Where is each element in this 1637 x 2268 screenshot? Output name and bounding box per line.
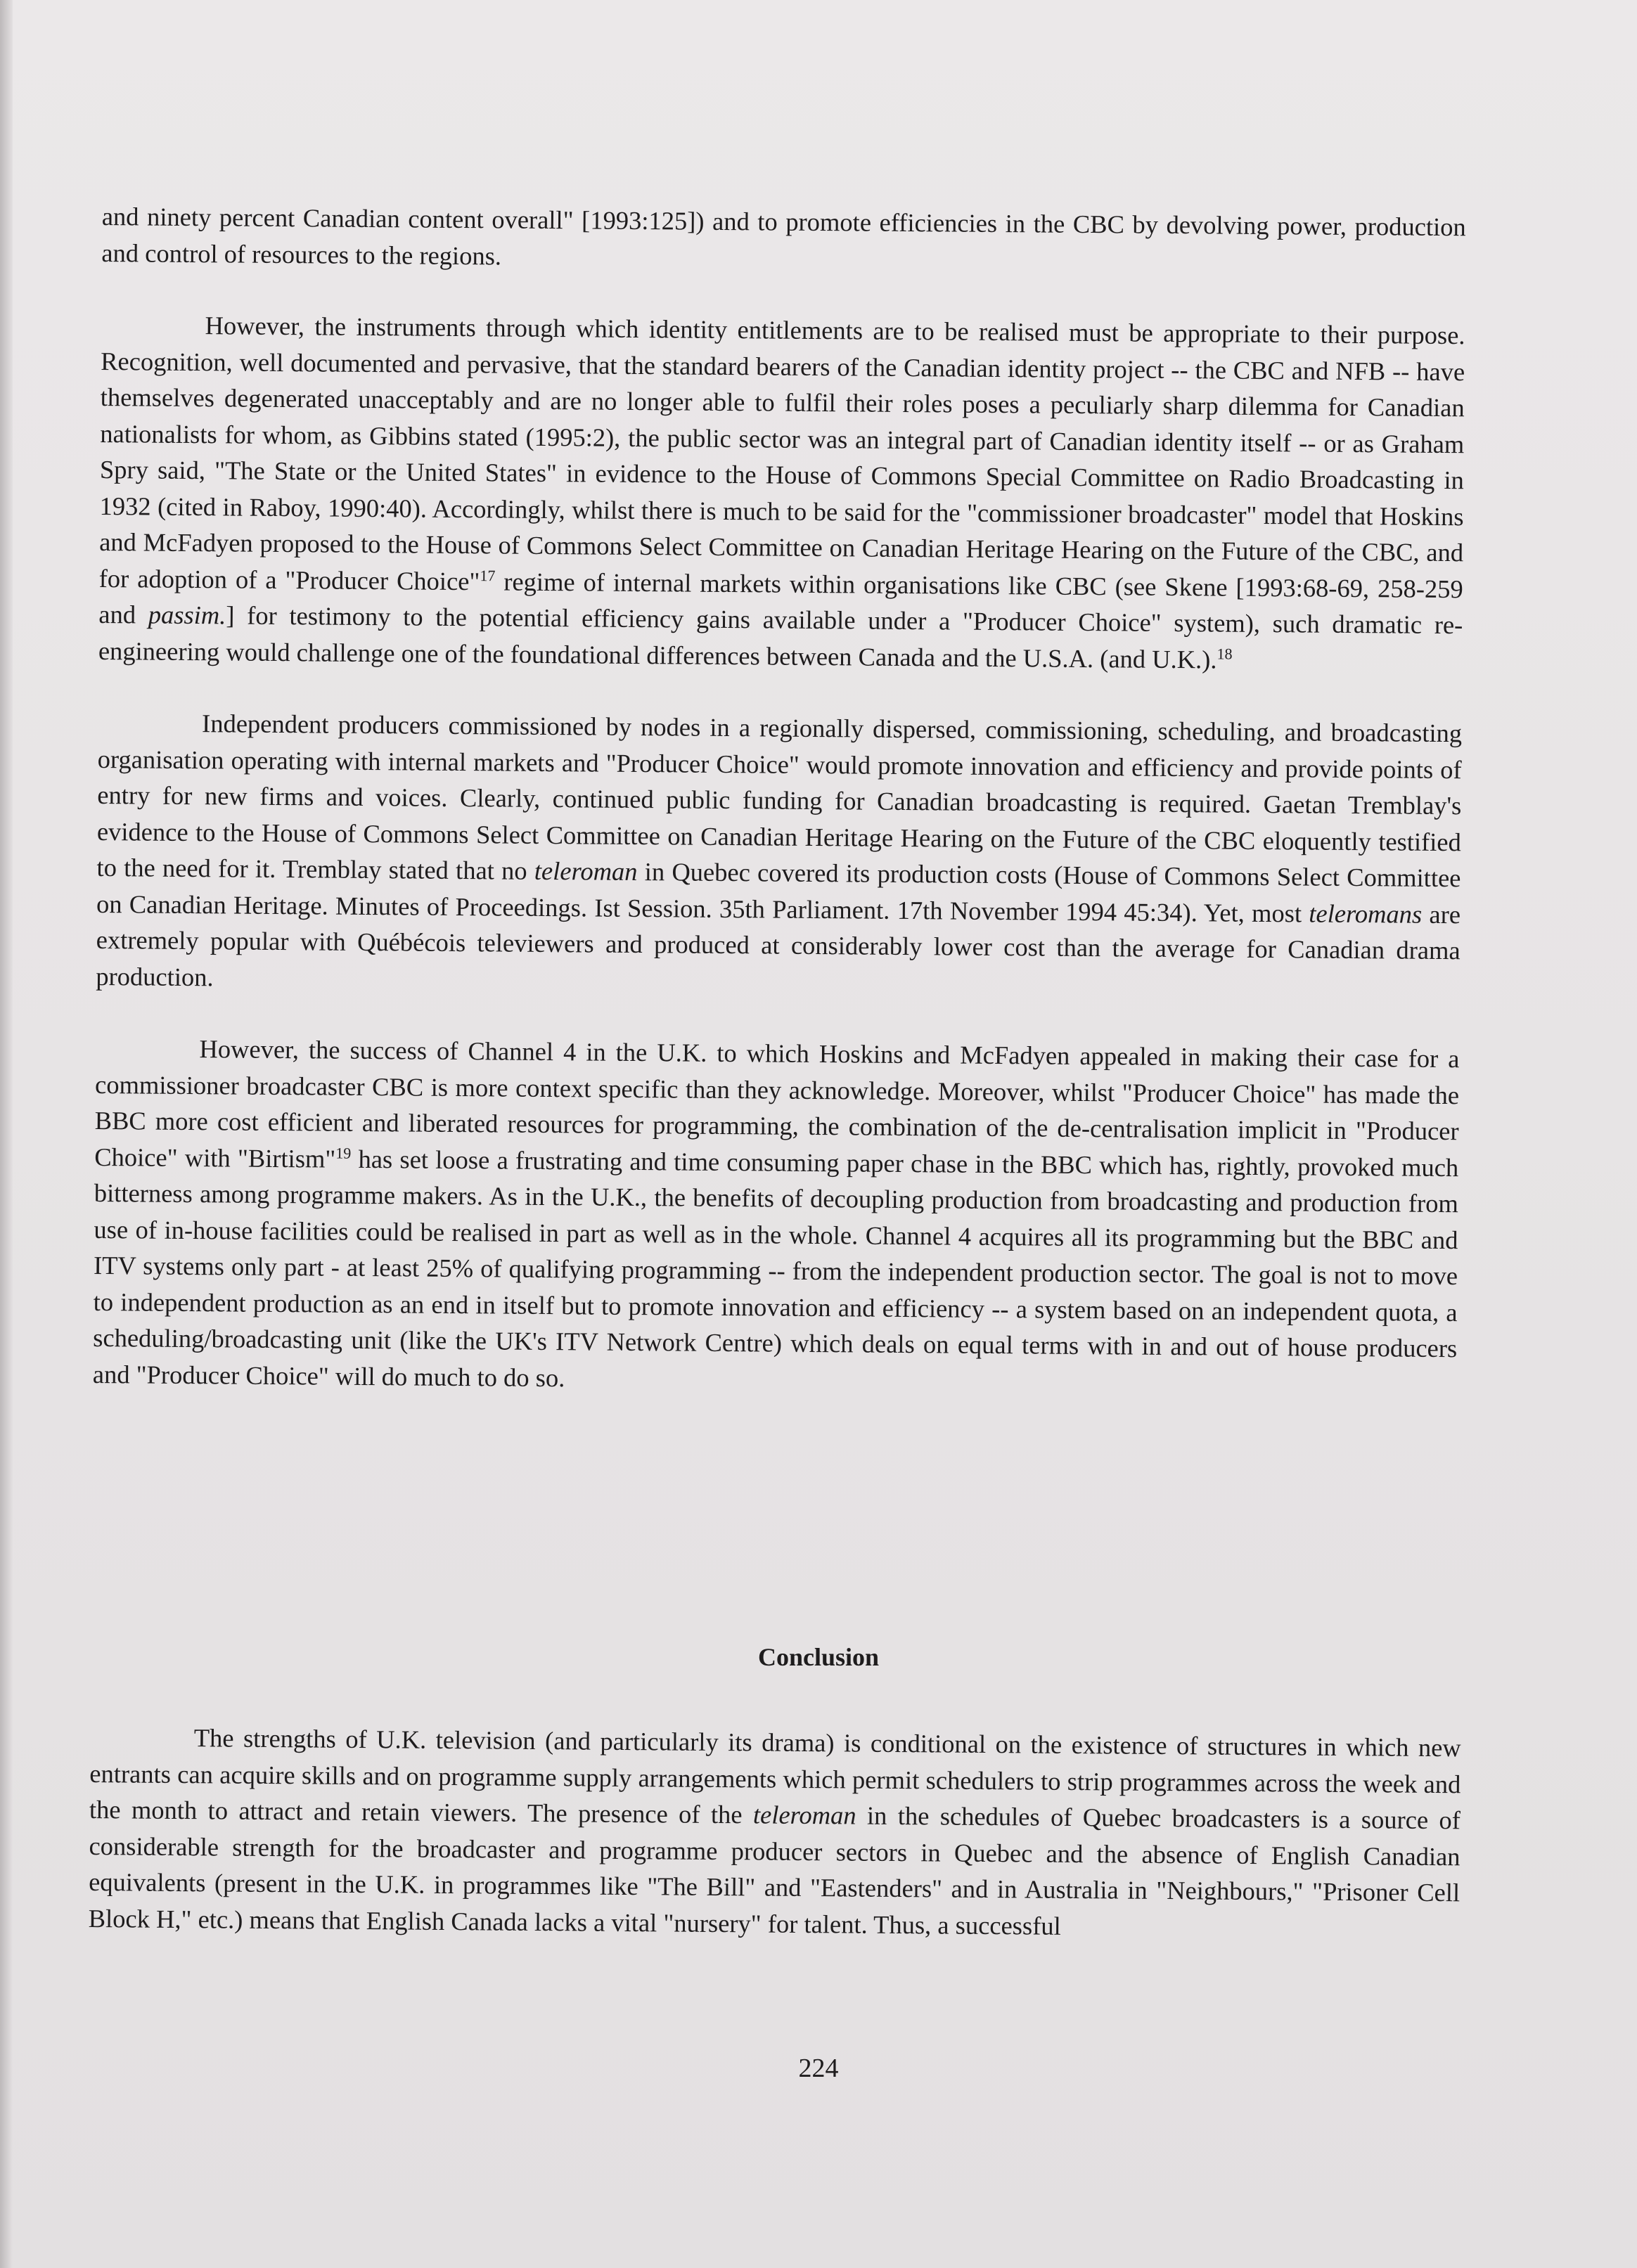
paragraph-4	[93, 1030, 1460, 1403]
text-run: However, the success of Channel 4 in the U.K. to which Hoskins and McFadyen appealed in making their case for a commissioner broadcaster CBC is more context specific than they acknowledge. Moreover, whilst "Producer Choice" has made the BBC more cost efficient and liberated resources for programming, the combination of the de-centralisation implicit in "Producer Choice" with "Birtism"	[94, 1034, 1460, 1173]
binding-shadow	[0, 0, 13, 2268]
text-run: However, the instruments through which identity entitlements are to be realised must be appropriate to their purpose. Recognition, well documented and pervasive, that the standard bearers of the Canadian identity project -- the CBC and NFB -- have themselves degenerated unacceptably and are no longer able to fulfil their roles poses a peculiarly sharp dilemma for Canadian nationalists for whom, as Gibbins stated (1995:2), the public sector was an integral part of Canadian identity itself -- or as Graham Spry said, "The State or the United States" in evidence to the House of Commons Special Committee on Radio Broadcasting in 1932 (cited in Raboy, 1990:40). Accordingly, whilst there is much to be said for the "commissioner broadcaster" model that Hoskins and McFadyen proposed to the House of Commons Select Committee on Canadian Heritage Hearing on the Future of the CBC, and for adoption of a "Producer Choice"	[98, 311, 1465, 595]
text-run: Independent producers commissioned by nodes in a regionally dispersed, commissioning, scheduling, and broadcasting organisation operating with internal markets and "Producer Choice" would promote innovation and efficiency and provide points of entry for new firms and voices. Clearly, continued public funding for Canadian broadcasting is required. Gaetan Tremblay's evidence to the House of Commons Select Committee on Canadian Heritage Hearing on the Future of the CBC eloquently testified to the need for it. Tremblay stated that no	[96, 709, 1463, 885]
text-run: has set loose a frustrating and time consuming paper chase in the BBC which has, rightly, provoked much bitterness among programme makers. As in the U.K., the benefits of decoupling production from broadcasting and production from use of in-house facilities could be realised in part as well as in the whole. Channel 4 acquires all its programming but the BBC and ITV systems only part - at least 25% of qualifying programming -- from the independent production sector. The goal is not to move to independent production as an end in itself but to promote innovation and efficiency -- a system based on an independent quota, a scheduling/broadcasting unit (like the UK's ITV Network Centre) which deals on equal terms with in and out of house producers and "Producer Choice" will do much to do so.	[92, 1144, 1459, 1392]
italic-run: teleroman	[752, 1800, 856, 1830]
page-number: 224	[798, 2054, 839, 2083]
section-heading: Conclusion	[757, 1643, 880, 1671]
text-run: in Quebec covered its production costs (House of Commons Select Committee on Canadian Heritage. Minutes of Proceedings. Ist Session. 35th Parliament. 17th November 1994 45:34). Yet, most	[96, 857, 1461, 928]
paragraph-1	[101, 198, 1466, 281]
text-run: regime of internal markets within organisations like CBC (see Skene [1993:68-69, 258-259 and	[98, 566, 1463, 629]
body-block-bottom	[89, 1719, 1461, 1947]
italic-run: passim.	[148, 600, 226, 630]
italic-run: teleroman	[534, 856, 638, 887]
text-run: The strengths of U.K. television (and particularly its drama) is conditional on the existence of structures in which new entrants can acquire skills and on programme supply arrangements which permit schedulers to strip programmes across the week and the month to attract and retain viewers. The presence of the	[89, 1723, 1461, 1829]
text-run: ] for testimony to the potential efficiency gains available under a "Producer Choice" system), such dramatic re-engineering would challenge one of the foundational differences between Canada and the U.S.A. (and U.K.).	[98, 600, 1463, 674]
italic-run: teleromans	[1309, 898, 1423, 929]
footnote-marker: 18	[1216, 644, 1233, 662]
footnote-marker: 17	[480, 566, 496, 584]
text-run: and ninety percent Canadian content overall" [1993:125]) and to promote efficiencies in the CBC by devolving power, production and control of resources to the regions.	[101, 201, 1466, 270]
body-block-top	[93, 198, 1466, 1403]
text-run: in the schedules of Quebec broadcasters is a source of considerable strength for the broadcaster and programme producer sectors in Quebec and the absence of English Canadian equivalents (present in the U.K. in programmes like "The Bill" and "Eastenders" and in Australia in "Neighbours," "Prisoner Cell Block H," etc.) means that English Canada lacks a vital "nursery" for talent. Thus, a successful	[88, 1800, 1461, 1940]
paragraph-3	[96, 704, 1462, 1005]
paragraph-5	[89, 1719, 1461, 1947]
footnote-marker: 19	[335, 1143, 352, 1162]
text-run: are extremely popular with Québécois televiewers and produced at considerably lower cost than the average for Canadian drama production.	[96, 899, 1461, 991]
paragraph-2	[98, 307, 1465, 679]
